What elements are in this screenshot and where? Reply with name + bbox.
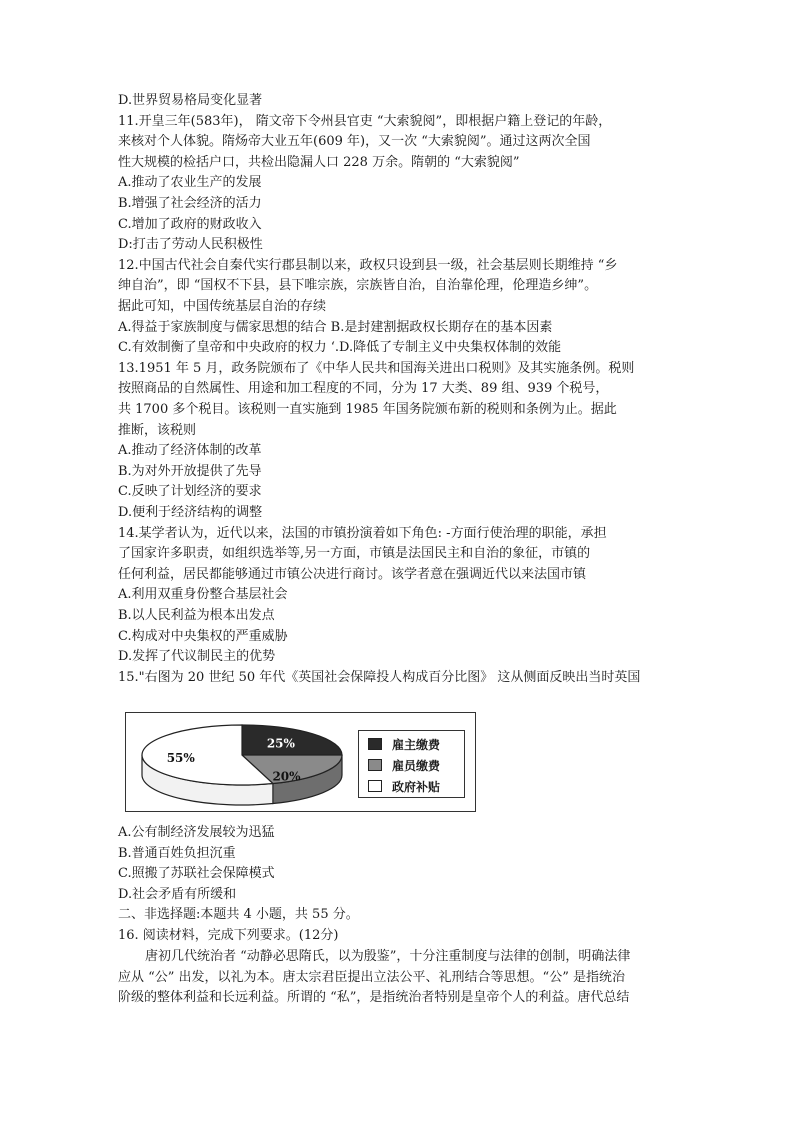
text-line: 14.某学者认为，近代以来，法国的市镇扮演着如下角色: -方面行使治理的职能，承担 — [118, 525, 607, 541]
text-line: D.发挥了代议制民主的优势 — [118, 649, 276, 665]
text-line: A.利用双重身份整合基层社会 — [118, 587, 288, 603]
pie-label-government: 55% — [166, 750, 195, 765]
legend-item-government — [368, 778, 440, 794]
text-line: D.世界贸易格局变化显著 — [118, 93, 263, 108]
pie-chart-figure — [125, 712, 476, 812]
legend-label-government: 政府补贴 — [392, 779, 441, 794]
text-line: C.反映了计划经济的要求 — [118, 484, 262, 500]
legend-swatch-government — [368, 780, 382, 792]
text-line: 16. 阅读材料，完成下列要求。(12分) — [118, 928, 339, 943]
paragraph-line: 阶级的整体利益和长远利益。所谓的 “私”，是指统治者特别是皇帝个人的利益。唐代总结 — [118, 990, 630, 1006]
text-line: D.社会矛盾有所缓和 — [118, 886, 237, 902]
text-line: 13.1951 年 5 月，政务院颁布了《中华人民共和国海关进出口税则》及其实施条例。税则 — [118, 360, 635, 376]
legend-item-employer — [368, 736, 440, 752]
text-line: C.构成对中央集权的严重威胁 — [118, 628, 288, 644]
pie-label-employee: 20% — [272, 769, 301, 784]
text-line: 性大规模的检括户口，共检出隐漏人口 228 万余。隋朝的 “大索貌阅” — [118, 154, 520, 170]
text-line: A.得益于家族制度与儒家思想的结合 B.是封建割据政权长期存在的基本因素 — [118, 319, 553, 335]
text-line: D.便利于经济结构的调整 — [118, 505, 263, 520]
paragraph-line: 唐初几代统治者 “动静必思隋氏，以为殷鉴”，十分注重制度与法律的创制，明确法律 — [145, 949, 631, 964]
chart-legend — [358, 730, 465, 798]
legend-item-employee — [368, 757, 440, 773]
text-line: A.推动了经济体制的改革 — [118, 443, 262, 459]
text-line: A.推动了农业生产的发展 — [118, 175, 262, 191]
legend-label-employee: 雇员缴费 — [392, 758, 441, 773]
text-line: 按照商品的自然属性、用途和加工程度的不同，分为 17 大类、89 组、939 个税号， — [118, 381, 609, 397]
paragraph-line: 应从 “公” 出发，以礼为本。唐太宗君臣提出立法公平、礼刑结合等思想。“公” 是指统治 — [118, 969, 625, 985]
text-line: B.增强了社会经济的活力 — [118, 196, 262, 211]
legend-swatch-employer — [368, 738, 382, 750]
text-line: B.以人民利益为根本出发点 — [118, 608, 275, 623]
legend-label-employer: 雇主缴费 — [392, 737, 441, 752]
text-line: A.公有制经济发展较为迅猛 — [118, 825, 275, 840]
text-line: 11.开皇三年(583年)， 隋文帝下令州县官吏 “大索貌阅”，即根据户籍上登记的年龄， — [118, 113, 612, 129]
text-line: 15."右图为 20 世纪 50 年代《英国社会保障投人构成百分比图》 这从侧面反映出当时英国 — [118, 669, 641, 685]
text-line: D:打击了劳动人民积极性 — [118, 237, 263, 253]
legend-swatch-employee — [368, 759, 382, 771]
text-line: 据此可知，中国传统基层自治的存续 — [118, 299, 327, 314]
text-line: 来核对个人体貌。隋炀帝大业五年(609 年)，又一次 “大索貌阅”。通过这两次全国 — [118, 134, 591, 150]
text-line: 共 1700 多个税目。该税则一直实施到 1985 年国务院颁布新的税则和条例为止。据此 — [118, 402, 617, 417]
text-line: 12.中国古代社会自秦代实行郡县制以来，政权只设到县一级，社会基层则长期维持 “乡 — [118, 257, 618, 273]
text-line: B.为对外开放提供了先导 — [118, 463, 262, 479]
text-line: 绅自治”，即 “国权不下县，县下唯宗族，宗族皆自治，自治靠伦理，伦理造乡绅”。 — [118, 278, 598, 294]
text-line: B.普通百姓负担沉重 — [118, 845, 236, 861]
text-line: 推断，该税则 — [118, 422, 197, 438]
text-line: 了国家许多职责，如组织选举等,另一方面，市镇是法国民主和自治的象征，市镇的 — [118, 546, 591, 562]
text-line: C.有效制衡了皇帝和中央政府的权力 ‘.D.降低了专制主义中央集权体制的效能 — [118, 340, 562, 356]
text-line: 二、非选择题:本题共 4 小题，共 55 分。 — [118, 907, 359, 923]
pie-label-employer: 25% — [266, 736, 295, 751]
text-line: C.增加了政府的财政收入 — [118, 216, 262, 232]
text-line: C.照搬了苏联社会保障模式 — [118, 866, 275, 882]
text-line: 任何利益，居民都能够通过市镇公决进行商讨。该学者意在强调近代以来法国市镇 — [118, 566, 587, 582]
pie-chart — [126, 713, 356, 811]
